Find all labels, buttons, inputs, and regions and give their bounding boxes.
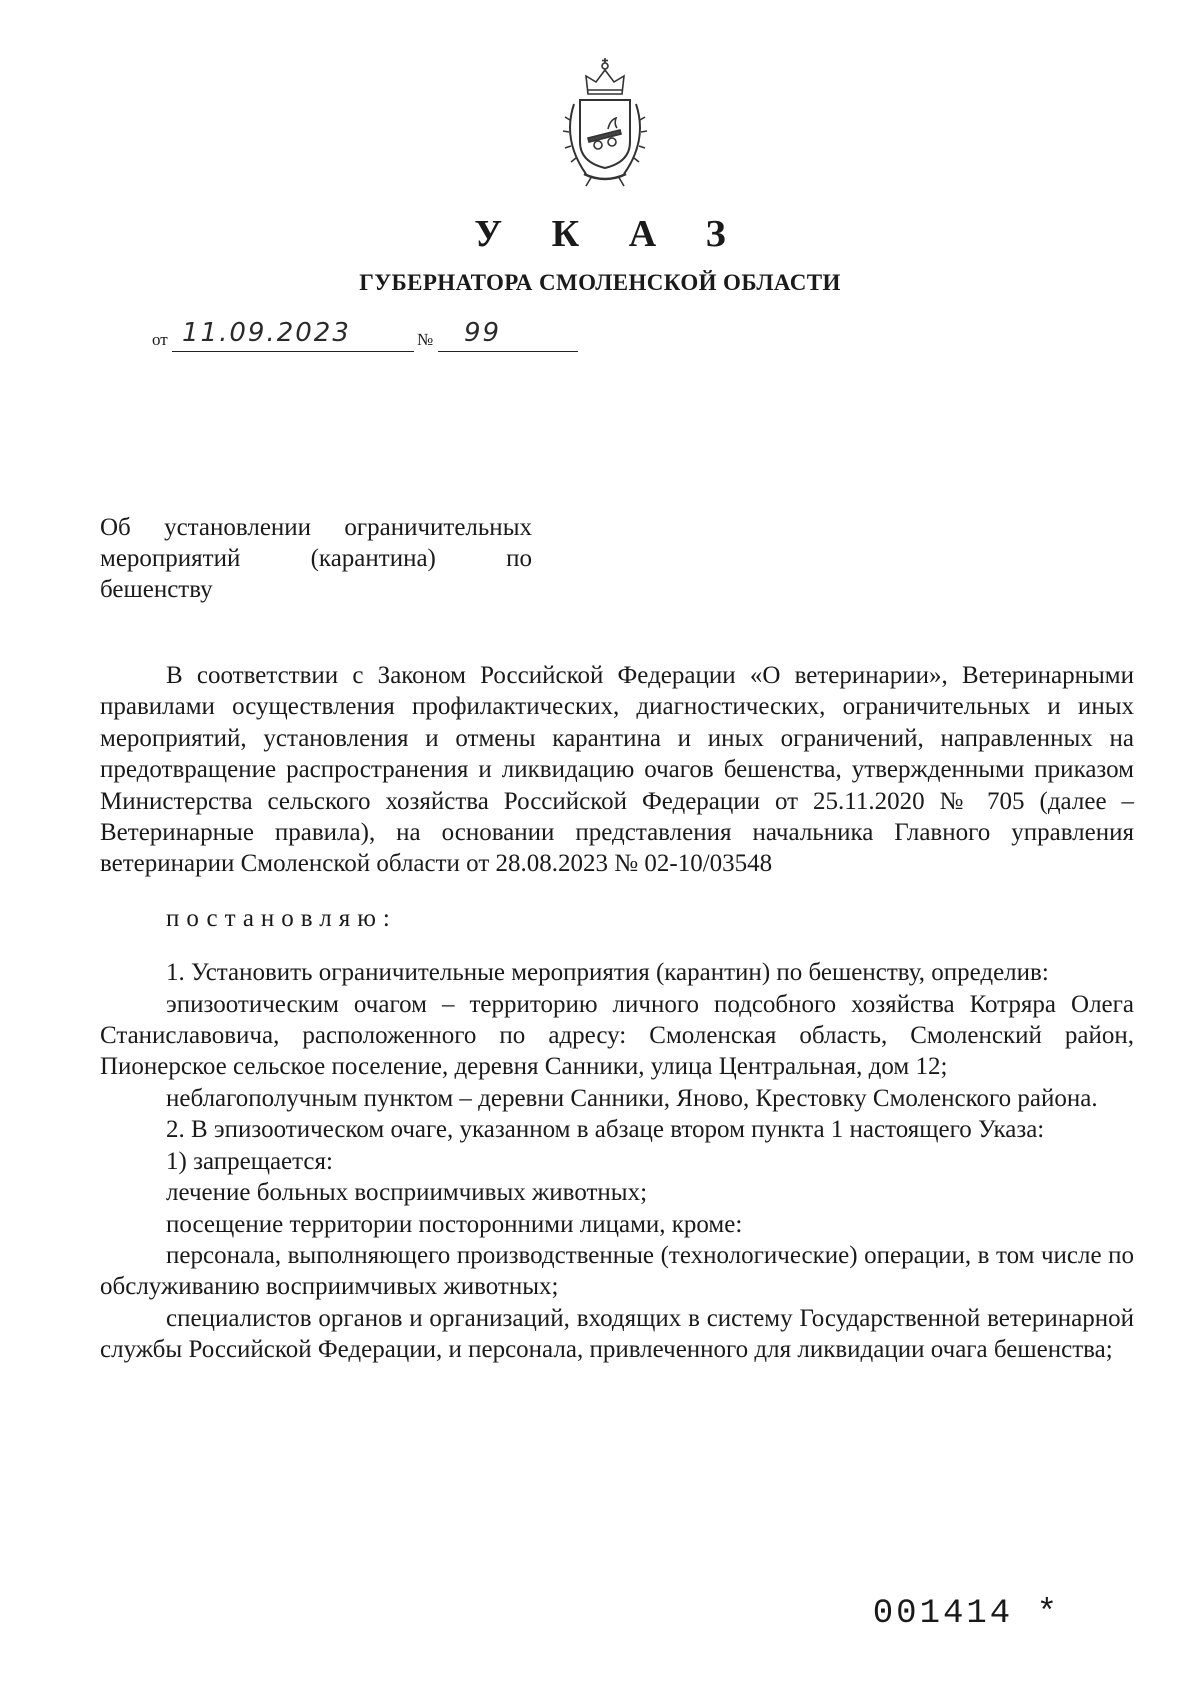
handwritten-number: 99 xyxy=(464,318,502,348)
decree-body xyxy=(100,660,1134,1366)
decree-title: У К А З xyxy=(474,213,746,255)
subject-line: мероприятий (карантина) по xyxy=(100,545,532,572)
coat-of-arms-icon xyxy=(550,50,660,190)
date-underline xyxy=(172,351,414,352)
preamble-paragraph: В соответствии с Законом Российской Федерации «О ветеринарии», Ветеринарными правилами осуществления профилактических, диагностических, ограничительных и иных мероприятий, установления и отмены карантина и иных ограничений, направленных на предотвращение распространения и ликвидацию очагов бешенства, утвержденными приказом Министерства сельского хозяйства Российской Федерации от 25.11.2020 № 705 (далее – Ветеринарные правила), на основании представления начальника Главного управления ветеринарии Смоленской области от 28.08.2023 № 02-10/03548 xyxy=(100,662,1134,878)
resolve-word: постановляю: xyxy=(166,904,397,932)
body-paragraph: посещение территории посторонними лицами, кроме: xyxy=(166,1210,743,1238)
body-paragraph: персонала, выполняющего производственные (технологические) операции, в том числе по обслуживанию восприимчивых животных; xyxy=(100,1241,1134,1301)
body-paragraph: эпизоотическим очагом – территорию личного подсобного хозяйства Котряра Олега Станиславовича, расположенного по адресу: Смоленская область, Смоленский район, Пионерское сельское поселение, деревня Санники, улица Центральная, дом 12; xyxy=(100,990,1134,1081)
number-prefix: № xyxy=(417,330,434,349)
subject-line: бешенству xyxy=(100,576,213,603)
date-prefix: от xyxy=(152,330,168,349)
issuer-heading: ГУБЕРНАТОРА СМОЛЕНСКОЙ ОБЛАСТИ xyxy=(359,270,841,295)
body-paragraph: 2. В эпизоотическом очаге, указанном в абзаце втором пункта 1 настоящего Указа: xyxy=(166,1116,1045,1144)
body-paragraph: 1) запрещается: xyxy=(166,1147,333,1175)
body-paragraph: лечение больных восприимчивых животных; xyxy=(166,1179,648,1207)
handwritten-date: 11.09.2023 xyxy=(182,318,351,348)
form-serial-number: 001414 * xyxy=(872,1595,1060,1633)
decree-subject xyxy=(100,512,532,605)
registration-line xyxy=(152,318,582,352)
body-paragraph: неблагополучным пунктом – деревни Санники, Яново, Крестовку Смоленского района. xyxy=(166,1084,1098,1112)
body-paragraph: 1. Установить ограничительные мероприятия (карантин) по бешенству, определив: xyxy=(166,959,1049,987)
subject-line: Об установлении ограничительных xyxy=(100,514,532,541)
body-paragraph: специалистов органов и организаций, входящих в систему Государственной ветеринарной службы Российской Федерации, и персонала, привлеченного для ликвидации очага бешенства; xyxy=(100,1304,1134,1364)
number-underline xyxy=(438,351,578,352)
